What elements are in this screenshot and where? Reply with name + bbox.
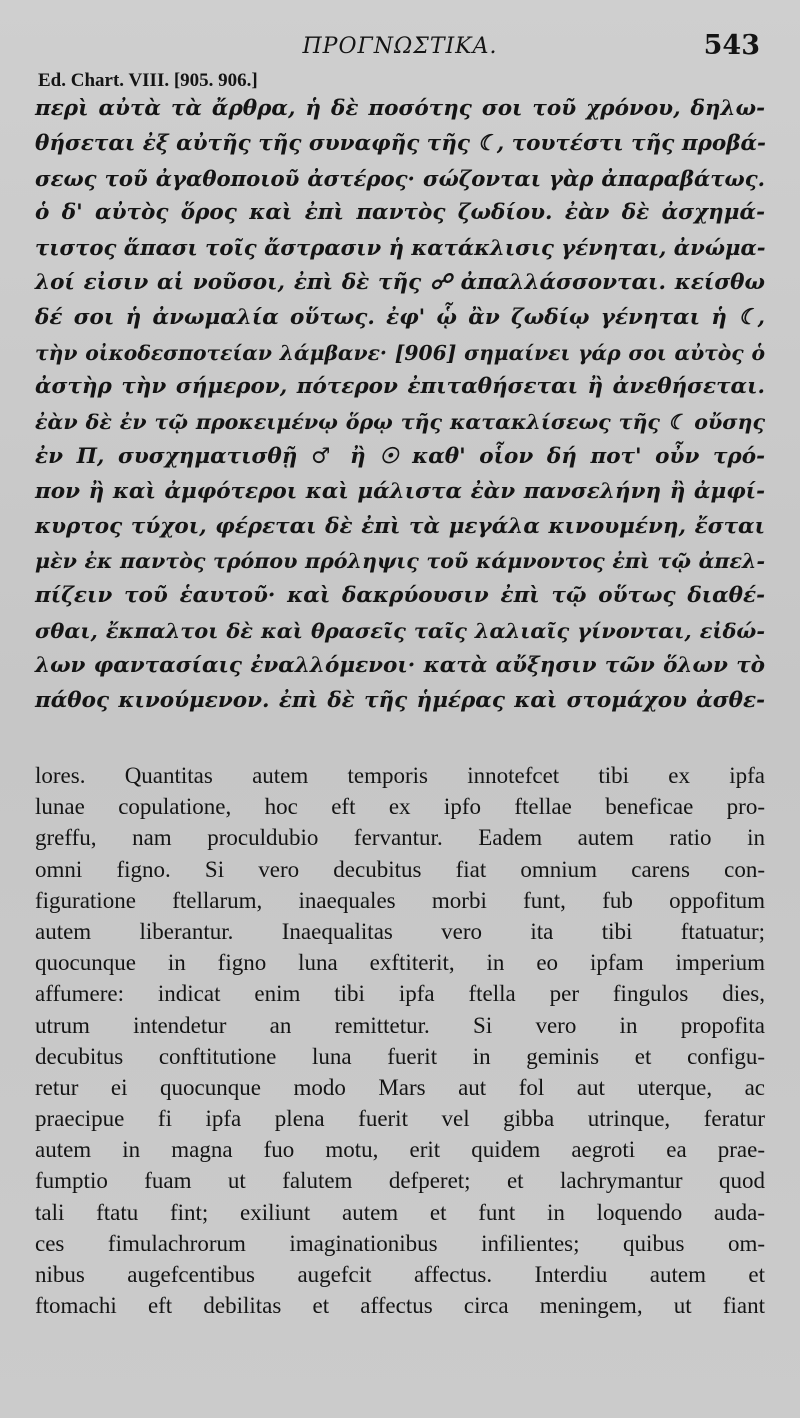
latin-text-line: fumptio fuam ut falutem defperet; et lachrymantur quod [35,1168,765,1194]
page-number: 543 [703,30,760,61]
latin-text-line: greffu, nam proculdubio fervantur. Eadem autem ratio in [35,825,765,851]
greek-text-line: ἐν Π, συσχηματισθῇ ♂ ἢ ☉ καθ' οἷον δή ποτ' οὖν τρό- [35,443,765,469]
latin-text-line: lores. Quantitas autem temporis innotefcet tibi ex ipfa [35,763,765,788]
latin-text-line: lunae copulatione, hoc eft ex ipfo ftellae beneficae pro- [35,794,765,820]
greek-text-line: κυρτος τύχοι, φέρεται δὲ ἐπὶ τὰ μεγάλα κινουμένη, ἔσται [35,513,765,539]
latin-text-line: omni figno. Si vero decubitus fiat omnium carens con- [35,856,765,882]
greek-text-line: τὴν οἰκοδεσποτείαν λάμβανε· [906] σημαίνει γάρ σοι αὐτὸς ὁ [35,340,765,365]
latin-text-line: autem in magna fuo motu, erit quidem aegroti ea prae- [35,1137,765,1163]
greek-text-line: πον ἢ καὶ ἀμφότεροι καὶ μάλιστα ἐὰν πανσελήνη ἢ ἀμφί- [35,478,765,504]
greek-text-line: δέ σοι ἡ ἀνωμαλία οὕτως. ἐφ' ᾧ ἂν ζωδίῳ γένηται ἡ ☾, [35,304,765,330]
greek-text-block [35,92,765,718]
latin-text-line: nibus augefcentibus augefcit affectus. Interdiu autem et [35,1262,765,1287]
greek-text-line: τιστος ἅπασι τοῖς ἄστρασιν ἡ κατάκλισις γένηται, ἀνώμα- [35,235,766,261]
greek-text-line: πίζειν τοῦ ἑαυτοῦ· καὶ δακρύουσιν ἐπὶ τῷ οὕτως διαθέ- [35,583,765,609]
latin-text-line: utrum intendetur an remittetur. Si vero in propofita [35,1012,765,1038]
greek-text-line: σεως τοῦ ἀγαθοποιοῦ ἀστέρος· σώζονται γὰρ ἀπαραβάτως. [35,165,765,191]
latin-text-block [35,760,765,1321]
running-title: ΠΡΟΓΝΩΣΤΙΚΑ. [302,34,498,59]
greek-text-line: μὲν ἐκ παντὸς τρόπου πρόληψις τοῦ κάμνοντος ἐπὶ τῷ ἀπελ- [35,549,765,574]
greek-text-line: ἀστὴρ τὴν σήμερον, πότερον ἐπιταθήσεται ἢ ἀνεθήσεται. [35,374,765,400]
latin-text-line: figuratione ftellarum, inaequales morbi funt, fub oppofitum [35,887,765,913]
latin-text-line: ces fimulachrorum imaginationibus infilientes; quibus om- [35,1230,765,1256]
greek-text-line: θήσεται ἐξ αὐτῆς τῆς συναφῆς τῆς ☾, τουτέστι τῆς προβά- [35,130,766,156]
greek-text-line: λοί εἰσιν αἱ νοῦσοι, ἐπὶ δὲ τῆς ☍ ἀπαλλάσσονται. κείσθω [35,269,765,295]
greek-text-line: λων φαντασίαις ἐναλλόμενοι· κατὰ αὔξησιν τῶν ὅλων τὸ [35,652,765,678]
latin-text-line: ftomachi eft debilitas et affectus circa meningem, ut fiant [35,1293,765,1319]
greek-text-line: σθαι, ἔκπαλτοι δὲ καὶ θρασεῖς ταῖς λαλιαῖς γίνονται, εἰδώ- [35,617,765,643]
latin-text-line: autem liberantur. Inaequalitas vero ita tibi ftatuatur; [35,918,765,944]
running-head [0,28,800,64]
edition-reference: Ed. Chart. VIII. [905. 906.] [38,70,258,91]
latin-text-line: tali ftatu fint; exiliunt autem et funt in loquendo auda- [35,1199,765,1225]
latin-text-line: affumere: indicat enim tibi ipfa ftella per fingulos dies, [35,981,765,1007]
greek-text-line: ὁ δ' αὐτὸς ὅρος καὶ ἐπὶ παντὸς ζωδίου. ἐὰν δὲ ἀσχημά- [35,200,765,226]
greek-text-line: περὶ αὐτὰ τὰ ἄρθρα, ἡ δὲ ποσότης σοι τοῦ χρόνου, δηλω- [35,96,765,121]
latin-text-line: retur ei quocunque modo Mars aut fol aut uterque, ac [35,1074,765,1100]
greek-text-line: πάθος κινούμενον. ἐπὶ δὲ τῆς ἡμέρας καὶ στομάχου ἀσθε- [35,687,765,713]
latin-text-line: praecipue fi ipfa plena fuerit vel gibba utrinque, feratur [35,1106,765,1132]
latin-text-line: quocunque in figno luna exftiterit, in eo ipfam imperium [35,950,765,976]
latin-text-line: decubitus conftitutione luna fuerit in geminis et configu- [35,1043,765,1069]
greek-text-line: ἐὰν δὲ ἐν τῷ προκειμένῳ ὅρῳ τῆς κατακλίσεως τῆς ☾ οὔσης [35,410,765,435]
